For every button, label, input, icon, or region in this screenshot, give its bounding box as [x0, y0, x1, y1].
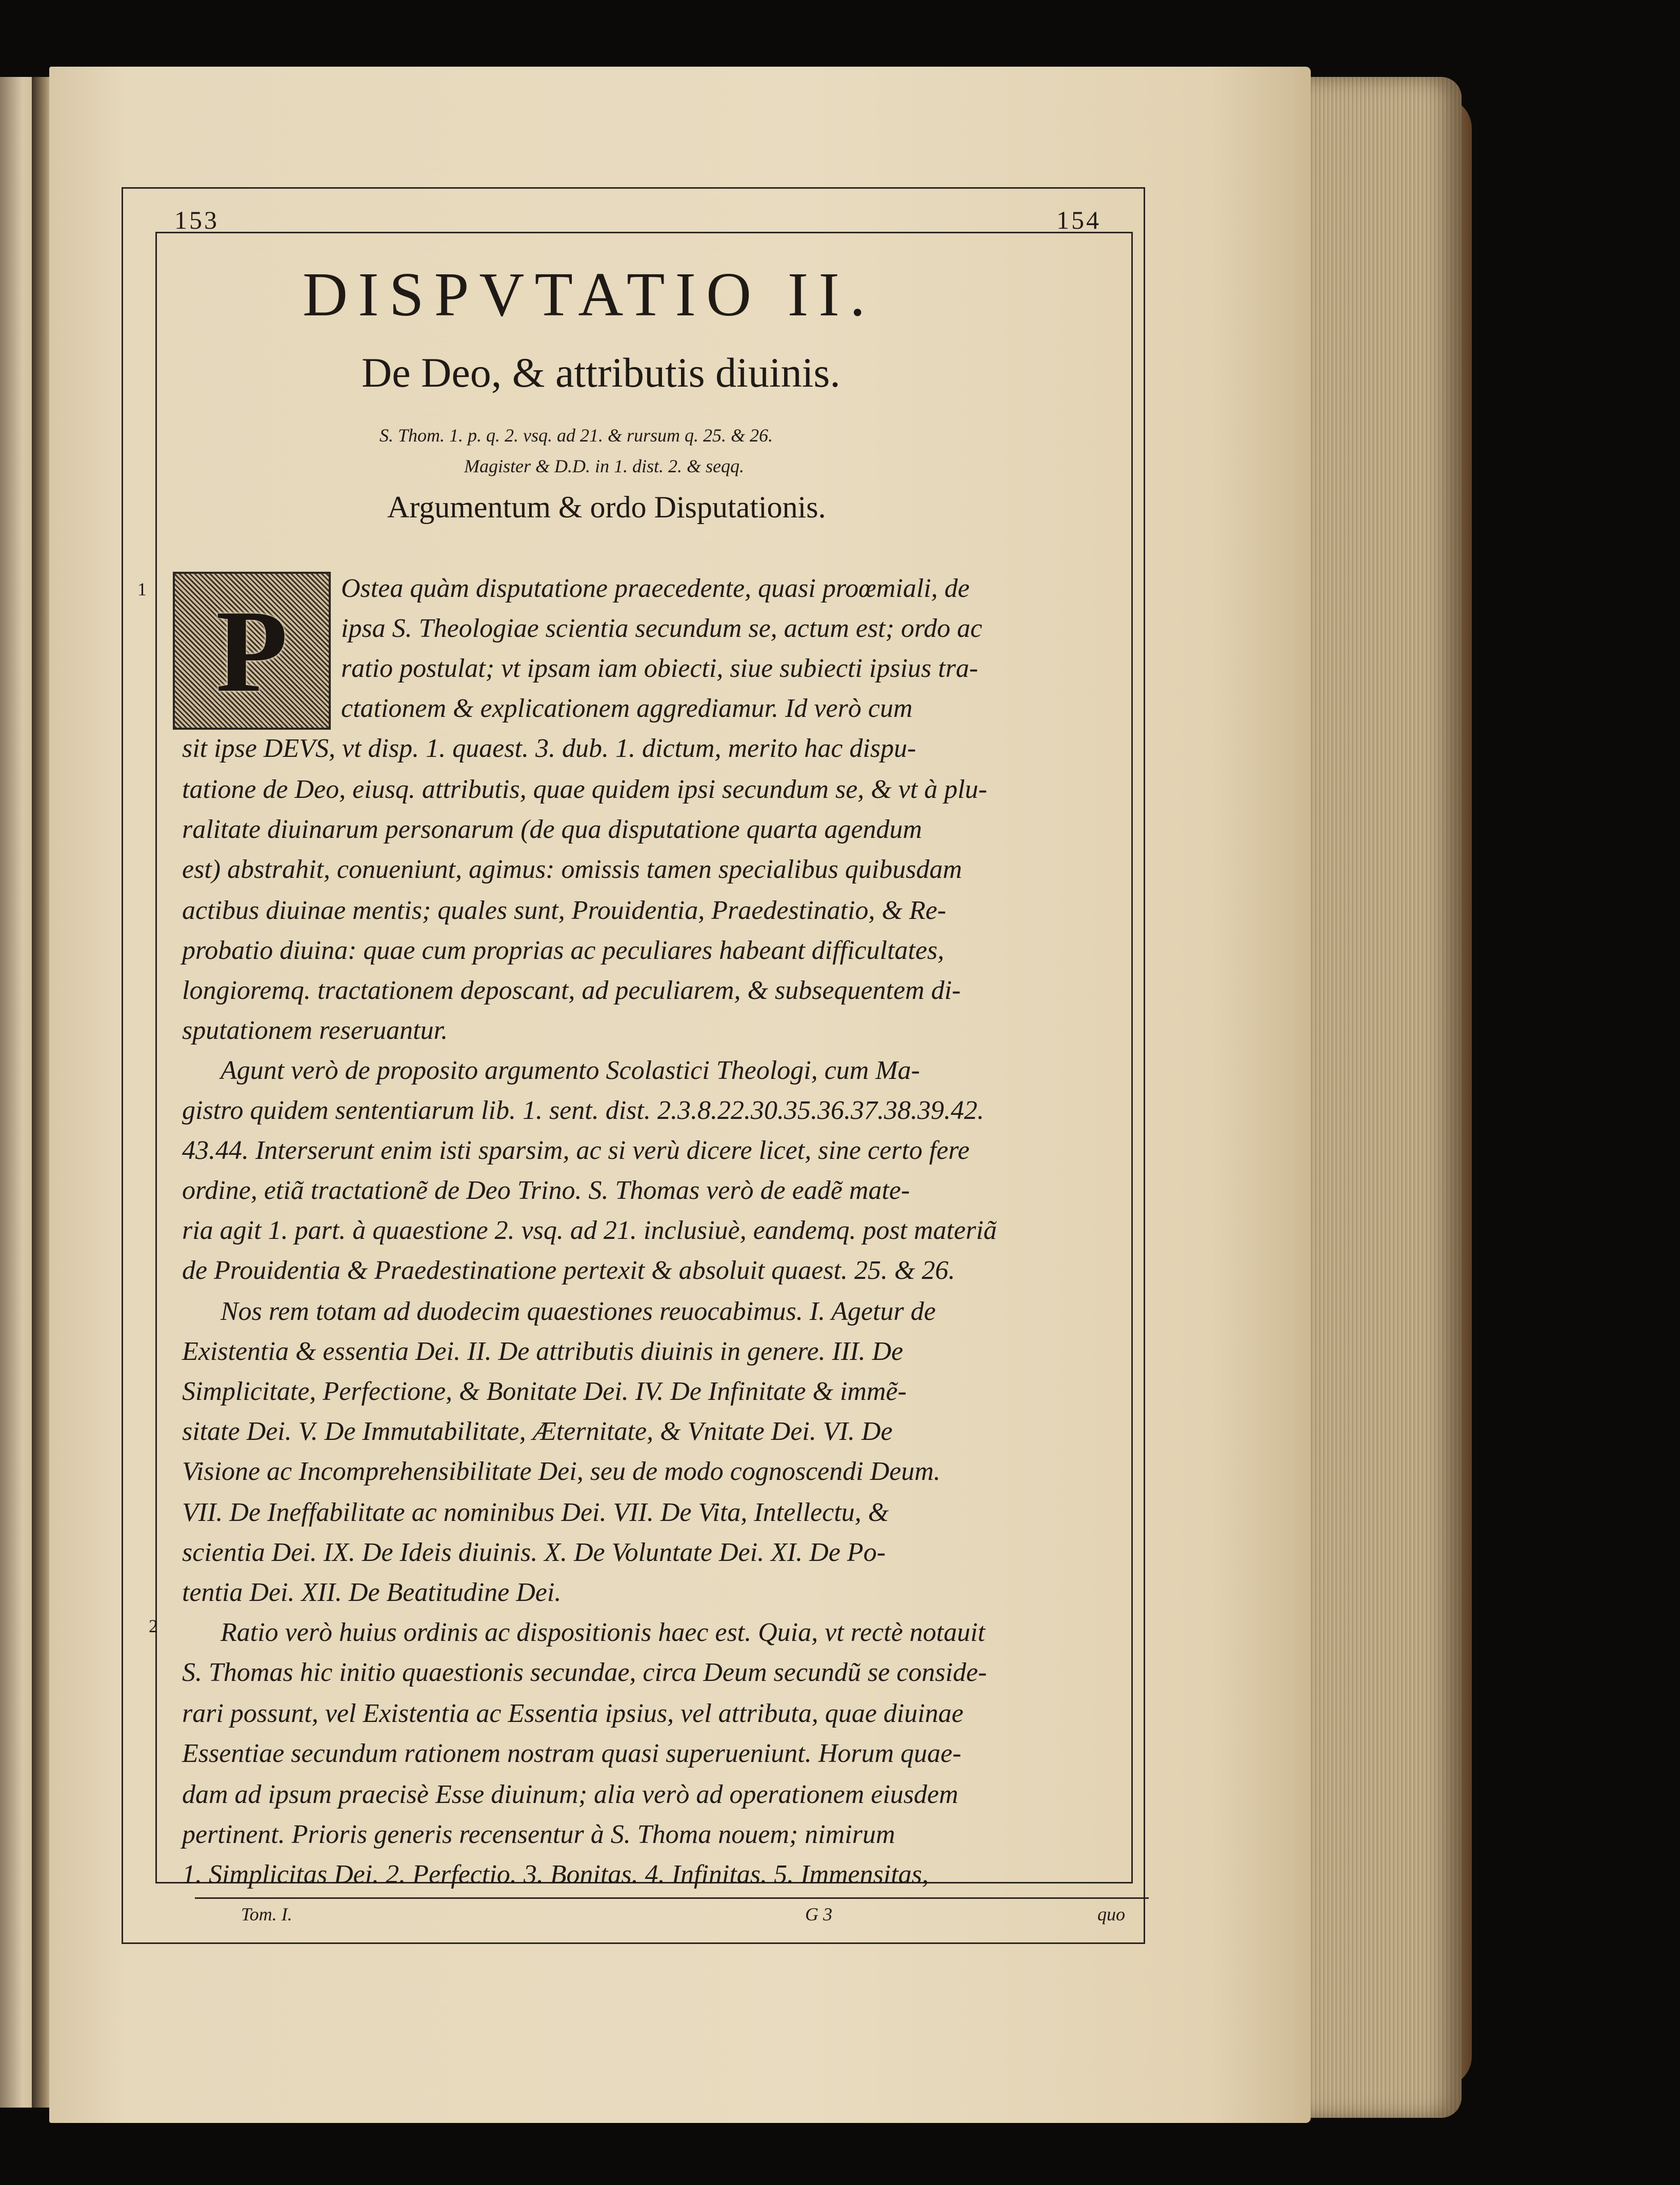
text-line: sitate Dei. V. De Immutabilitate, Æternitate, & Vnitate Dei. VI. De — [182, 1417, 893, 1446]
folio-left: 153 — [174, 206, 219, 234]
text-line: ratio postulat; vt ipsam iam obiecti, siue subiecti ipsius tra- — [341, 654, 978, 683]
text-line: S. Thomas hic initio quaestionis secundae, circa Deum secundũ se conside- — [182, 1658, 987, 1687]
argument-heading: Argumentum & ordo Disputationis. — [387, 490, 826, 524]
text-line: Essentiae secundum rationem nostram quasi superueniunt. Horum quae- — [182, 1739, 962, 1768]
text-line: Existentia & essentia Dei. II. De attributis diuinis in genere. III. De — [182, 1337, 904, 1366]
text-line: tatione de Deo, eiusq. attributis, quae quidem ipsi secundum se, & vt à plu- — [182, 775, 987, 804]
text-line: ralitate diuinarum personarum (de qua disputatione quarta agendum — [182, 815, 922, 844]
text-line: ipsa S. Theologiae scientia secundum se, actum est; ordo ac — [341, 614, 983, 643]
text-line: ctationem & explicationem aggrediamur. Id verò cum — [341, 694, 913, 723]
text-line: est) abstrahit, conueniunt, agimus: omissis tamen specialibus quibusdam — [182, 855, 962, 884]
text-line: Ostea quàm disputatione praecedente, quasi proœmiali, de — [341, 574, 970, 603]
text-line: tentia Dei. XII. De Beatitudine Dei. — [182, 1578, 562, 1607]
woodcut-initial-icon — [173, 572, 331, 730]
text-line: actibus diuinae mentis; quales sunt, Prouidentia, Praedestinatio, & Re- — [182, 896, 946, 925]
text-line: 43.44. Interserunt enim isti sparsim, ac si verù dicere licet, sine certo fere — [182, 1136, 970, 1165]
text-line: Simplicitate, Perfectione, & Bonitate Dei. IV. De Infinitate & immẽ- — [182, 1377, 907, 1406]
source-reference-1: S. Thom. 1. p. q. 2. vsq. ad 21. & rursum q. 25. & 26. — [379, 425, 773, 446]
text-line: Nos rem totam ad duodecim quaestiones reuocabimus. I. Agetur de — [221, 1297, 936, 1326]
text-line: ria agit 1. part. à quaestione 2. vsq. ad 21. inclusiuè, eandemq. post materiã — [182, 1216, 997, 1245]
text-line: longioremq. tractationem deposcant, ad peculiarem, & subsequentem di- — [182, 976, 961, 1005]
text-line: pertinent. Prioris generis recensentur à S. Thoma nouem; nimirum — [182, 1820, 895, 1849]
catchword: quo — [1097, 1904, 1125, 1925]
text-line: sputationem reseruantur. — [182, 1016, 448, 1045]
text-line: 1. Simplicitas Dei. 2. Perfectio. 3. Bonitas. 4. Infinitas. 5. Immensitas, — [182, 1860, 929, 1889]
footer-rule — [195, 1897, 1149, 1899]
initial-letter: P — [215, 585, 288, 716]
volume-mark: Tom. I. — [241, 1904, 292, 1925]
signature-mark: G 3 — [805, 1904, 832, 1925]
text-line: ordine, etiã tractationẽ de Deo Trino. S. Thomas verò de eadẽ mate- — [182, 1176, 910, 1205]
text-line: Ratio verò huius ordinis ac dispositionis haec est. Quia, vt rectè notauit — [221, 1618, 985, 1647]
margin-number: 1 — [137, 579, 147, 599]
page-subtitle: De Deo, & attributis diuinis. — [362, 349, 841, 396]
text-line: sit ipse DEVS, vt disp. 1. quaest. 3. dub. 1. dictum, merito hac dispu- — [182, 734, 916, 763]
text-line: gistro quidem sententiarum lib. 1. sent. dist. 2.3.8.22.30.35.36.37.38.39.42. — [182, 1096, 984, 1125]
page-title: DISPVTATIO II. — [303, 260, 876, 329]
folio-right: 154 — [1056, 206, 1101, 234]
source-reference-2: Magister & D.D. in 1. dist. 2. & seqq. — [464, 456, 744, 476]
text-line: de Prouidentia & Praedestinatione pertexit & absoluit quaest. 25. & 26. — [182, 1256, 955, 1285]
text-line: Visione ac Incomprehensibilitate Dei, seu de modo cognoscendi Deum. — [182, 1457, 941, 1486]
text-line: VII. De Ineffabilitate ac nominibus Dei. VII. De Vita, Intellectu, & — [182, 1498, 889, 1527]
margin-number: 2 — [149, 1616, 158, 1636]
text-line: dam ad ipsum praecisè Esse diuinum; alia verò ad operationem eiusdem — [182, 1780, 958, 1809]
text-line: Agunt verò de proposito argumento Scolastici Theologi, cum Ma- — [221, 1056, 920, 1085]
text-line: rari possunt, vel Existentia ac Essentia ipsius, vel attributa, quae diuinae — [182, 1699, 964, 1728]
text-line: scientia Dei. IX. De Ideis diuinis. X. De Voluntate Dei. XI. De Po- — [182, 1538, 886, 1567]
text-line: probatio diuina: quae cum proprias ac peculiares habeant difficultates, — [182, 936, 945, 965]
